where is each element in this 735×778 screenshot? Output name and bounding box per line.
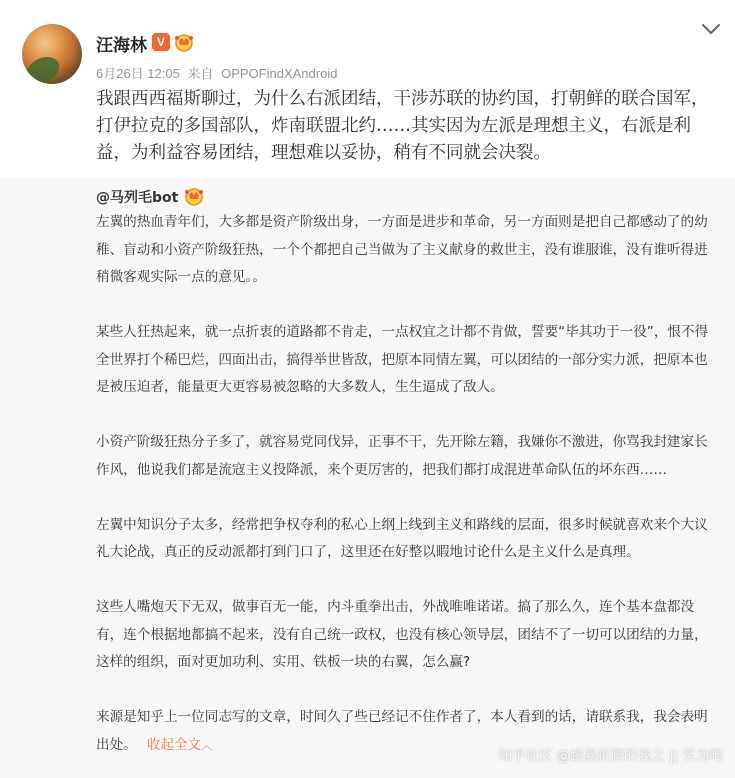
retweet-paragraph: 左翼中知识分子太多，经常把争权夺利的私心上纲上线到主义和路线的层面，很多时候就喜欢来个大议礼大论战，真正的反动派都打到门口了，这里还在好整以暇地讨论什么是主义什么是真理。 [96, 516, 708, 560]
post-time[interactable]: 6月26日 12:05 [96, 66, 180, 81]
verified-badge-icon: V [152, 33, 170, 51]
retweet-paragraph: 小资产阶级狂热分子多了，就容易党同伐异，正事不干，先开除左籍，我嫌你不激进，你骂我封建家长作风，他说我们都是流寇主义投降派，来个更厉害的，把我们都打成混进革命队伍的坏东西…… [96, 434, 708, 478]
chevron-up-icon[interactable]: ︿ [201, 738, 213, 752]
retweet-paragraph-text: 来源是知乎上一位同志写的文章，时间久了些已经记不住作者了，本人看到的话，请联系我，我会表明出处。 [96, 709, 708, 753]
chevron-down-icon[interactable] [701, 22, 721, 38]
retweet-box[interactable] [0, 178, 735, 778]
retweet-paragraph: 这些人嘴炮天下无双，做事百无一能，内斗重拳出击，外战唯唯诺诺。搞了那么久，连个基本盘都没有，连个根据地都搞不起来，没有自己统一政权，也没有核心领导层，团结不了一切可以团结的力量，这样的组织，面对更加功利、实用、铁板一块的右翼，怎么赢? [96, 599, 708, 670]
author-name[interactable]: 汪海林 [96, 36, 147, 56]
crown-badge-icon [183, 186, 205, 206]
source-prefix: 来自 [187, 66, 214, 81]
collapse-full-text-link[interactable]: 收起全文 [146, 736, 202, 753]
device-source: OPPOFindXAndroid [221, 66, 338, 81]
retweet-paragraph: 某些人狂热起来，就一点折衷的道路都不肯走，一点权宜之计都不肯做，誓要“毕其功于一役”，恨不得全世界打个稀巴烂，四面出击，搞得举世皆敌，把原本同情左翼，可以团结的一部分实力派，把原本也是被压迫者，能量更大更容易被忽略的大多数人，生生逼成了敌人。 [96, 324, 709, 395]
post-meta [96, 63, 341, 82]
retweet-author[interactable]: @马列毛bot [96, 190, 179, 206]
watermark: 知乎社区 @跟我折腾的我之 || 笑为喝 [498, 748, 723, 764]
retweet-paragraph: 左翼的热血青年们，大多都是资产阶级出身，一方面是进步和革命，另一方面则是把自己都感动了的幼稚、盲动和小资产阶级狂热，一个个都把自己当做为了主义献身的救世主，没有谁服谁，没有谁听得进稍微客观实际一点的意见。。 [96, 214, 708, 285]
crown-badge-icon [173, 32, 195, 52]
avatar[interactable] [22, 24, 82, 84]
weibo-post [0, 0, 735, 180]
retweet-body [96, 209, 716, 759]
post-text: 我跟西西福斯聊过，为什么右派团结，干涉苏联的协约国，打朝鲜的联合国军，打伊拉克的多国部队，炸南联盟北约……其实因为左派是理想主义，右派是利益，为利益容易团结，理想难以妥协，稍有不同就会决裂。 [96, 89, 709, 163]
